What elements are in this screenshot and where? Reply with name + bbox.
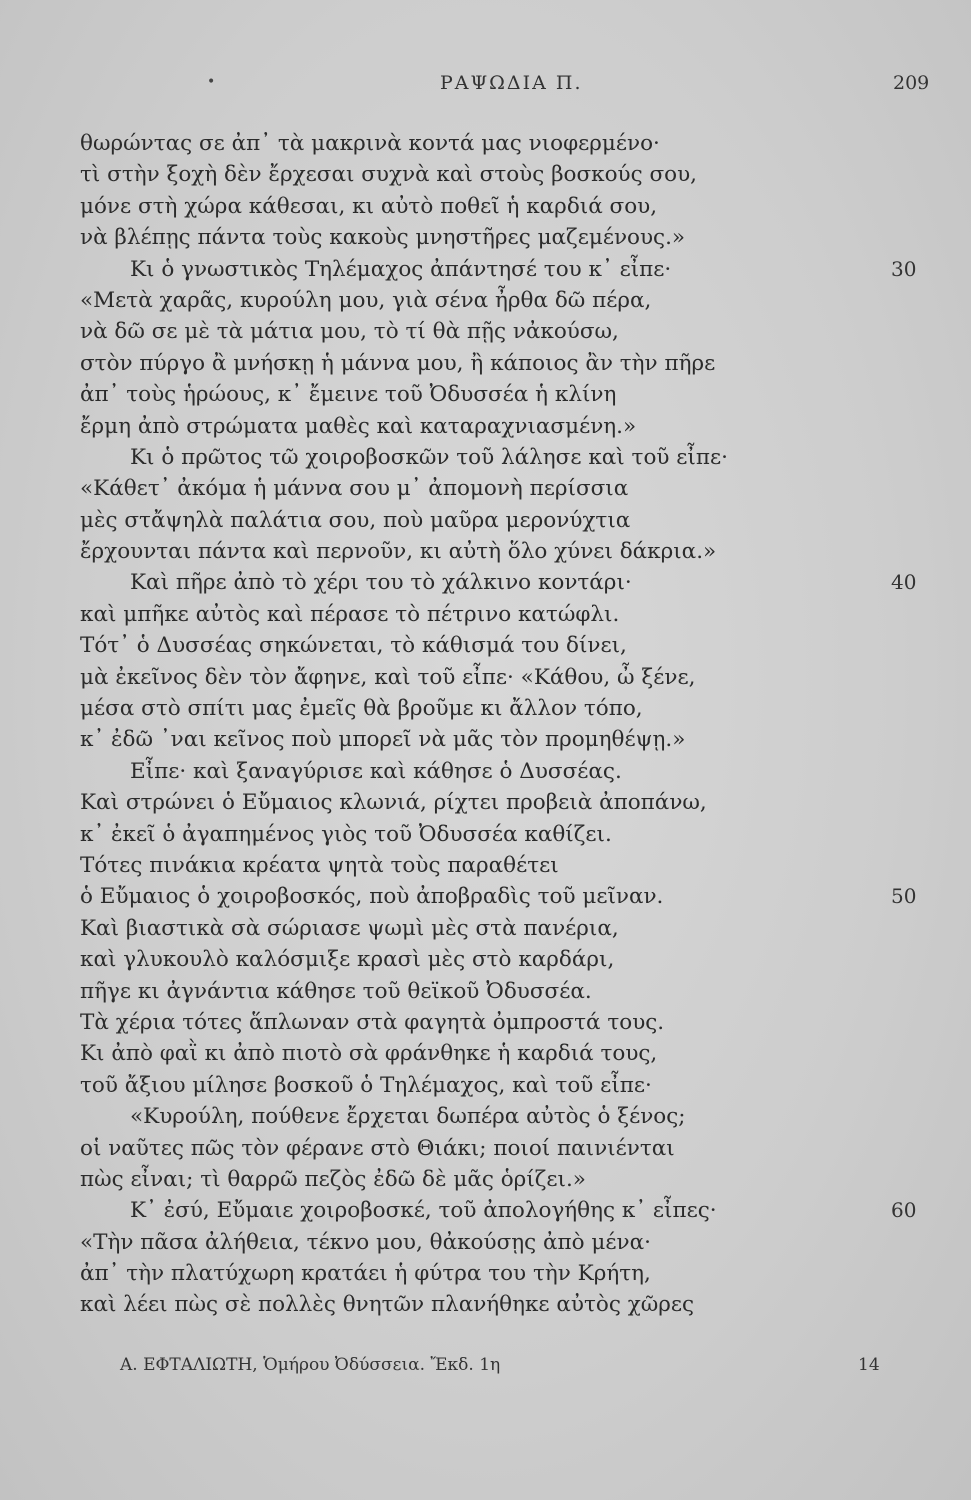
verse-line: [0, 1133, 971, 1164]
verse-line: [0, 191, 971, 222]
verse-text: τοῦ ἄξιου μίλησε βοσκοῦ ὁ Τηλέμαχος, καὶ τοῦ εἶπε·: [80, 1072, 652, 1098]
verse-line: [0, 1195, 971, 1226]
verse-line: [0, 254, 971, 285]
verse-line: [0, 411, 971, 442]
page-footer: [0, 1355, 971, 1385]
verse-line: [0, 1227, 971, 1258]
verse-line: [0, 1101, 971, 1132]
verse-text: μὲς στἄψηλὰ παλάτια σου, ποὺ μαῦρα μερονύχτια: [80, 507, 631, 533]
poem-text: [0, 128, 971, 1321]
verse-text: ὁ Εὔμαιος ὁ χοιροβοσκός, ποὺ ἀποβραδὶς τοῦ μεῖναν.: [80, 884, 664, 910]
verse-line: [0, 536, 971, 567]
verse-line: [0, 756, 971, 787]
verse-text: «Μετὰ χαρᾶς, κυρούλη μου, γιὰ σένα ἦρθα δῶ πέρα,: [80, 287, 652, 313]
line-number: 30: [891, 256, 917, 281]
verse-line: [0, 1038, 971, 1069]
verse-line: [0, 348, 971, 379]
verse-text: ἔρχουνται πάντα καὶ περνοῦν, κι αὐτὴ ὅλο χύνει δάκρια.»: [80, 539, 717, 565]
verse-text: κ᾽ ἐδῶ ᾽ναι κεῖνος ποὺ μπορεῖ νὰ μᾶς τὸν προμηθέψῃ.»: [80, 727, 686, 753]
verse-line: [0, 787, 971, 818]
verse-text: Εἶπε· καὶ ξαναγύρισε καὶ κάθησε ὁ Δυσσέας.: [130, 758, 622, 784]
verse-text: νὰ βλέπῃς πάντα τοὺς κακοὺς μνηστῆρες μαζεμένους.»: [80, 225, 686, 251]
verse-text: νὰ δῶ σε μὲ τὰ μάτια μου, τὸ τί θὰ πῇς νἀκούσω,: [80, 319, 619, 345]
verse-text: ἀπ᾽ τὴν πλατύχωρη κρατάει ἡ φύτρα του τὴν Κρήτη,: [80, 1261, 651, 1287]
verse-text: Κ᾽ ἐσύ, Εὔμαιε χοιροβοσκέ, τοῦ ἀπολογήθης κ᾽ εἶπες·: [130, 1198, 717, 1224]
verse-line: [0, 944, 971, 975]
verse-line: [0, 567, 971, 598]
page-number: 209: [893, 72, 930, 94]
verse-line: [0, 442, 971, 473]
verse-text: οἱ ναῦτες πῶς τὸν φέρανε στὸ Θιάκι; ποιοί παινιένται: [80, 1135, 675, 1161]
verse-text: θωρώντας σε ἀπ᾽ τὰ μακρινὰ κοντά μας νιοφερμένο·: [80, 131, 660, 156]
verse-text: Καὶ πῆρε ἀπὸ τὸ χέρι του τὸ χάλκινο κοντάρι·: [130, 570, 632, 596]
line-number: 60: [891, 1198, 917, 1223]
verse-line: [0, 1164, 971, 1195]
verse-text: Τὰ χέρια τότες ἅπλωναν στὰ φαγητὰ ὀμπροστά τους.: [80, 1009, 665, 1035]
page-header: [0, 72, 971, 102]
verse-line: [0, 693, 971, 724]
verse-line: [0, 630, 971, 661]
verse-text: μὰ ἐκεῖνος δὲν τὸν ἄφηνε, καὶ τοῦ εἶπε· «Κάθου, ὦ ξένε,: [80, 664, 696, 690]
verse-line: [0, 662, 971, 693]
header-mark: •: [207, 74, 216, 90]
line-number: 40: [891, 570, 917, 595]
verse-text: Κι ὁ πρῶτος τῶ χοιροβοσκῶν τοῦ λάλησε καὶ τοῦ εἶπε·: [130, 444, 728, 470]
verse-text: καὶ λέει πὼς σὲ πολλὲς θνητῶν πλανήθηκε αὐτὸς χῶρες: [80, 1292, 695, 1318]
verse-line: [0, 1258, 971, 1289]
verse-line: [0, 850, 971, 881]
verse-line: [0, 379, 971, 410]
verse-text: καὶ μπῆκε αὐτὸς καὶ πέρασε τὸ πέτρινο κατώφλι.: [80, 601, 620, 627]
verse-line: [0, 473, 971, 504]
verse-line: [0, 599, 971, 630]
line-number: 50: [891, 884, 917, 909]
verse-text: Καὶ βιαστικὰ σὰ σώριασε ψωμὶ μὲς στὰ πανέρια,: [80, 915, 619, 941]
verse-line: [0, 881, 971, 912]
verse-text: Κι ἀπὸ φαῒ κι ἀπὸ πιοτὸ σὰ φράνθηκε ἡ καρδιά τους,: [80, 1041, 658, 1067]
verse-text: «Τὴν πᾶσα ἀλήθεια, τέκνο μου, θἀκούσῃς ἀπὸ μένα·: [80, 1229, 651, 1255]
verse-text: Τότ᾽ ὁ Δυσσέας σηκώνεται, τὸ κάθισμά του δίνει,: [80, 633, 627, 659]
verse-line: [0, 285, 971, 316]
verse-line: [0, 316, 971, 347]
verse-text: πῆγε κι ἀγνάντια κάθησε τοῦ θεϊκοῦ Ὀδυσσέα.: [80, 978, 592, 1004]
verse-line: [0, 128, 971, 159]
verse-text: καὶ γλυκουλὸ καλόσμιξε κρασὶ μὲς στὸ καρδάρι,: [80, 947, 615, 973]
verse-line: [0, 505, 971, 536]
verse-line: [0, 913, 971, 944]
verse-line: [0, 222, 971, 253]
verse-line: [0, 724, 971, 755]
verse-text: μόνε στὴ χώρα κάθεσαι, κι αὐτὸ ποθεῖ ἡ καρδιά σου,: [80, 193, 658, 219]
signature-number: 14: [858, 1355, 880, 1375]
verse-text: στὸν πύργο ἂ μνήσκῃ ἡ μάννα μου, ἢ κάποιος ἂν τὴν πῆρε: [80, 350, 716, 376]
verse-text: «Κάθετ᾽ ἀκόμα ἡ μάννα σου μ᾽ ἀπομονὴ περίσσια: [80, 476, 629, 502]
verse-text: κ᾽ ἐκεῖ ὁ ἀγαπημένος γιὸς τοῦ Ὀδυσσέα καθίζει.: [80, 821, 612, 847]
verse-line: [0, 1007, 971, 1038]
verse-text: ἔρμη ἀπὸ στρώματα μαθὲς καὶ καταραχνιασμένη.»: [80, 413, 637, 439]
verse-line: [0, 1289, 971, 1320]
verse-line: [0, 819, 971, 850]
verse-text: τὶ στὴν ξοχὴ δὲν ἔρχεσαι συχνὰ καὶ στοὺς βοσκούς σου,: [80, 162, 698, 188]
verse-text: Κι ὁ γνωστικὸς Τηλέμαχος ἀπάντησέ του κ᾽ εἶπε·: [130, 256, 672, 282]
verse-text: μέσα στὸ σπίτι μας ἐμεῖς θὰ βροῦμε κι ἄλλον τόπο,: [80, 696, 643, 722]
footer-signature: Α. ΕΦΤΑΛΙΩΤΗ, Ὁμήρου Ὀδύσσεια. Ἔκδ. 1η: [120, 1355, 501, 1375]
verse-line: [0, 976, 971, 1007]
verse-text: ἀπ᾽ τοὺς ἡρώους, κ᾽ ἔμεινε τοῦ Ὀδυσσέα ἡ κλίνη: [80, 382, 617, 408]
verse-text: πὼς εἶναι; τὶ θαρρῶ πεζὸς ἐδῶ δὲ μᾶς ὁρίζει.»: [80, 1166, 586, 1192]
verse-line: [0, 159, 971, 190]
running-head: ΡΑΨΩΔΙΑ Π.: [440, 72, 583, 94]
verse-text: Καὶ στρώνει ὁ Εὔμαιος κλωνιά, ρίχτει προβειὰ ἀποπάνω,: [80, 790, 707, 816]
verse-text: Τότες πινάκια κρέατα ψητὰ τοὺς παραθέτει: [80, 852, 559, 878]
verse-line: [0, 1070, 971, 1101]
verse-text: «Κυρούλη, πούθενε ἔρχεται δωπέρα αὐτὸς ὁ ξένος;: [130, 1104, 686, 1130]
